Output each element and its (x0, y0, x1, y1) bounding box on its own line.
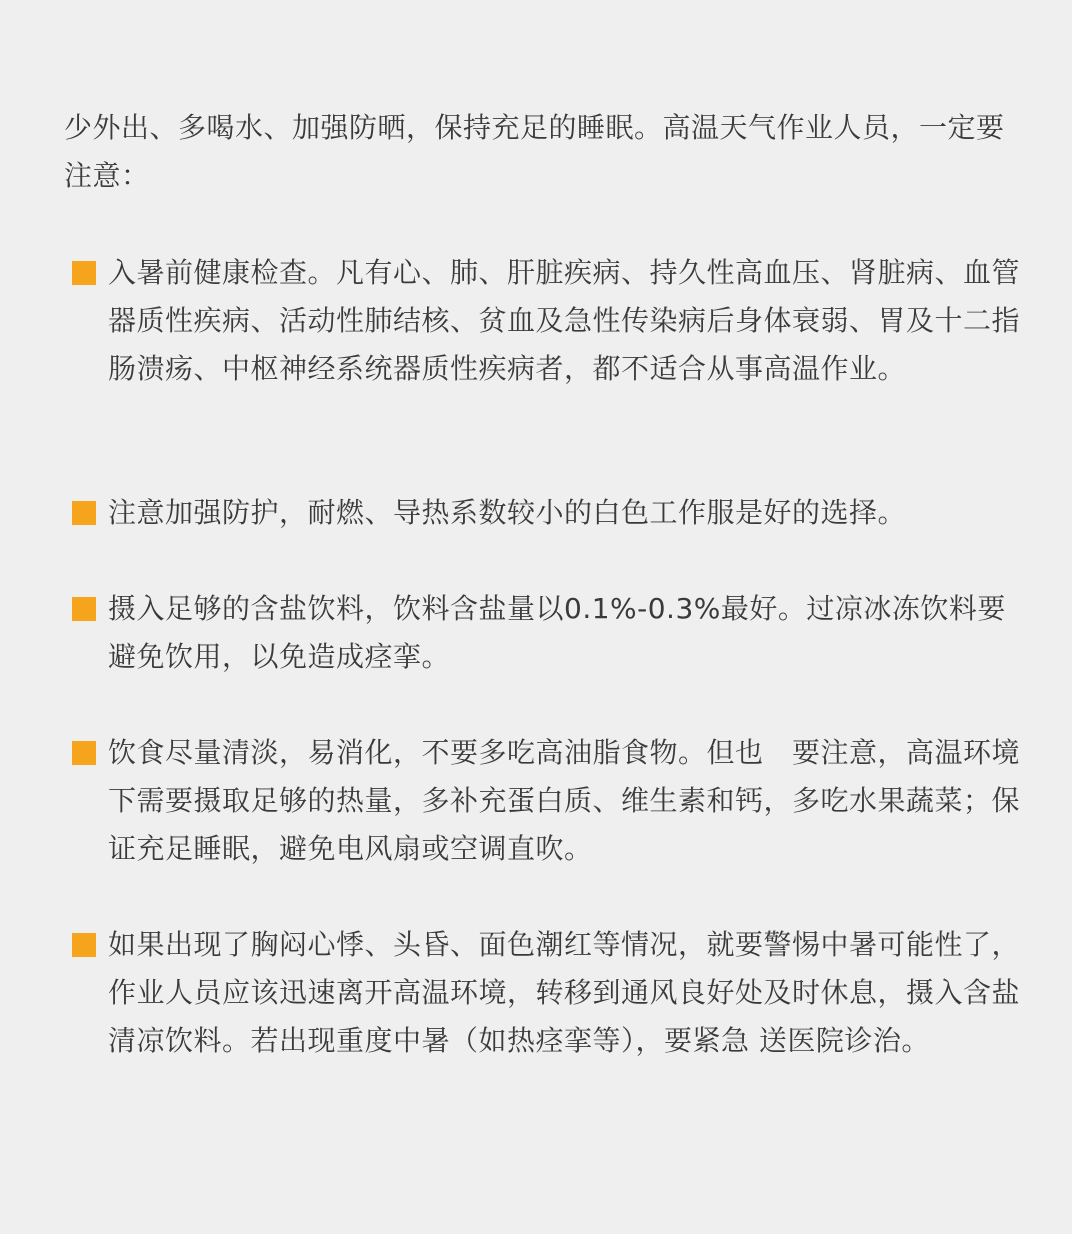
intro-paragraph: 少外出、多喝水、加强防晒，保持充足的睡眠。高温天气作业人员，一定要注意： (64, 111, 1005, 192)
square-bullet-icon (72, 261, 96, 285)
list-item-text: 饮食尽量清淡，易消化，不要多吃高油脂食物。但也 要注意，高温环境下需要摄取足够的热量，多补充蛋白质、维生素和钙，多吃水果蔬菜；保证充足睡眠，避免电风扇或空调直吹。 (108, 736, 1021, 865)
square-bullet-icon (72, 501, 96, 525)
square-bullet-icon (72, 597, 96, 621)
list-item-text: 注意加强防护，耐燃、导热系数较小的白色工作服是好的选择。 (108, 496, 907, 529)
square-bullet-icon (72, 741, 96, 765)
list-item (72, 921, 1022, 1065)
list-item-text: 摄入足够的含盐饮料，饮料含盐量以0.1%-0.3%最好。过凉冰冻饮料要避免饮用，以免造成痉挛。 (108, 592, 1006, 673)
square-bullet-icon (72, 933, 96, 957)
list-item (72, 249, 1022, 393)
list-item-text: 如果出现了胸闷心悸、头昏、面色潮红等情况，就要警惕中暑可能性了，作业人员应该迅速离开高温环境，转移到通风良好处及时休息，摄入含盐清凉饮料。若出现重度中暑（如热痉挛等），要紧急 送医院诊治。 (108, 928, 1021, 1057)
list-item (72, 489, 1022, 537)
list-item (72, 729, 1022, 873)
list-item (72, 585, 1022, 681)
list-item-text: 入暑前健康检查。凡有心、肺、肝脏疾病、持久性高血压、肾脏病、血管器质性疾病、活动性肺结核、贫血及急性传染病后身体衰弱、胃及十二指肠溃疡、中枢神经系统器质性疾病者，都不适合从事高温作业。 (108, 256, 1021, 385)
